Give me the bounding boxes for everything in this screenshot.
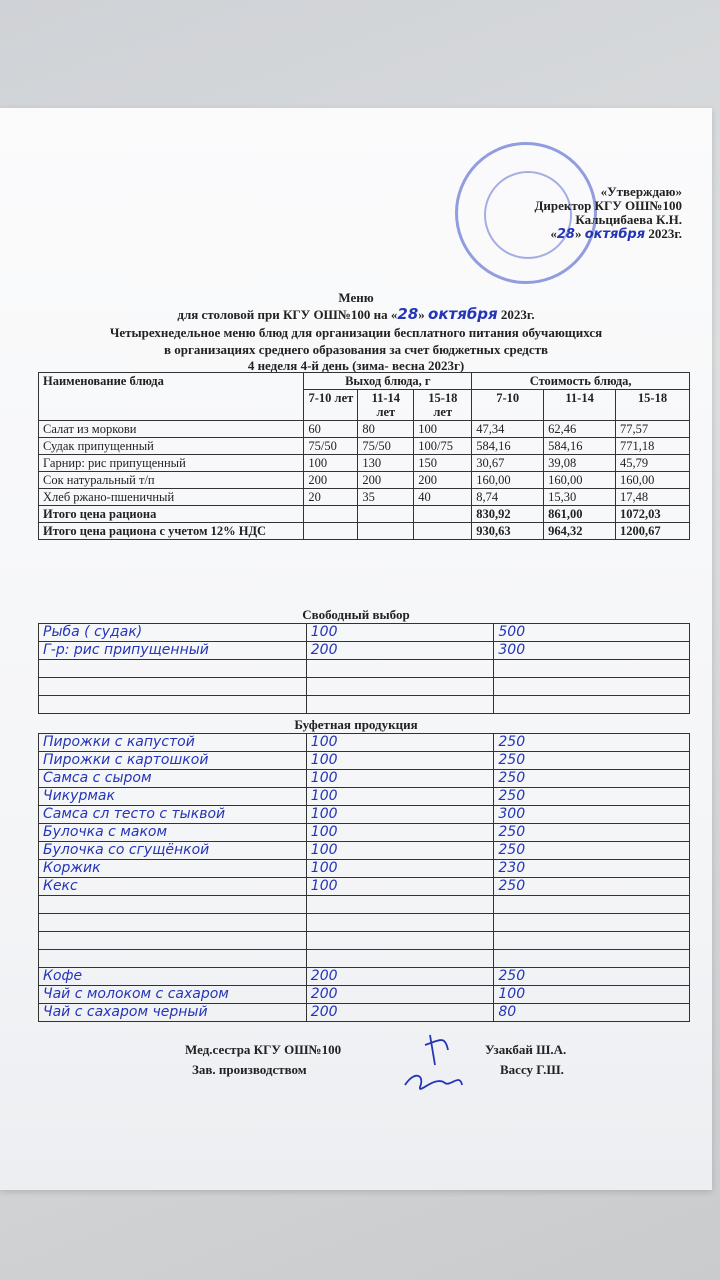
free-choice-weight [306, 660, 494, 678]
buffet-item [39, 932, 307, 950]
buffet-price [494, 896, 690, 914]
approval-line3: Кальцибаева К.Н. [575, 212, 682, 227]
approval-date: «28» октября 2023г. [550, 226, 682, 242]
buffet-price: 250 [494, 734, 690, 752]
dish-cost: 160,00 [544, 472, 616, 489]
buffet-row [39, 878, 690, 896]
nurse-name: Узакбай Ш.А. [485, 1042, 567, 1057]
buffet-row [39, 734, 690, 752]
dish-cost: 45,79 [616, 455, 690, 472]
approval-line1: «Утверждаю» [600, 184, 682, 199]
menu-title: Меню [338, 290, 374, 305]
buffet-price: 250 [494, 968, 690, 986]
dish-name: Хлеб ржано-пшеничный [39, 489, 304, 506]
buffet-item: Самса сл тесто с тыквой [39, 806, 307, 824]
dish-output: 75/50 [304, 438, 358, 455]
dish-cost: 771,18 [616, 438, 690, 455]
nurse-title: Мед.сестра КГУ ОШ№100 [185, 1042, 342, 1057]
buffet-row [39, 842, 690, 860]
buffet-item: Пирожки с капустой [39, 734, 307, 752]
total-cost: 861,00 [544, 506, 616, 523]
free-choice-weight: 100 [306, 624, 494, 642]
buffet-item [39, 914, 307, 932]
dish-name: Сок натуральный т/п [39, 472, 304, 489]
dish-output: 100/75 [414, 438, 472, 455]
dish-cost: 8,74 [472, 489, 544, 506]
total-row [39, 506, 690, 523]
free-choice-weight: 200 [306, 642, 494, 660]
total-cost: 830,92 [472, 506, 544, 523]
buffet-weight [306, 914, 494, 932]
free-choice-item: Г-р: рис припущенный [39, 642, 307, 660]
buffet-price: 250 [494, 878, 690, 896]
buffet-price: 250 [494, 842, 690, 860]
approval-day: 28 [556, 227, 575, 242]
buffet-row [39, 788, 690, 806]
free-choice-price [494, 660, 690, 678]
total-label: Итого цена рациона [39, 506, 304, 523]
buffet-row [39, 986, 690, 1004]
dish-output: 80 [358, 421, 414, 438]
total-vat-cost: 1200,67 [616, 523, 690, 540]
free-choice-weight [306, 696, 494, 714]
menu-subtitle-3: 4 неделя 4-й день (зима- весна 2023г) [247, 358, 465, 373]
age-group: 11-14 [544, 390, 616, 421]
age-group: 15-18 [616, 390, 690, 421]
buffet-row [39, 932, 690, 950]
buffet-row [39, 770, 690, 788]
buffet-item: Самса с сыром [39, 770, 307, 788]
buffet-row [39, 914, 690, 932]
chef-name: Вассу Г.Ш. [500, 1062, 564, 1077]
buffet-row [39, 968, 690, 986]
dish-output: 35 [358, 489, 414, 506]
total-vat-cost: 930,63 [472, 523, 544, 540]
menu-row [39, 421, 690, 438]
buffet-price: 250 [494, 824, 690, 842]
buffet-table [38, 733, 690, 1022]
buffet-weight [306, 950, 494, 968]
buffet-item: Пирожки с картошкой [39, 752, 307, 770]
total-vat-label: Итого цена рациона с учетом 12% НДС [39, 523, 304, 540]
col-output: Выход блюда, г [304, 373, 472, 390]
buffet-price: 80 [494, 1004, 690, 1022]
free-choice-title: Свободный выбор [302, 607, 410, 622]
total-cost: 1072,03 [616, 506, 690, 523]
age-group: 11-14 лет [358, 390, 414, 421]
dish-name: Судак припущенный [39, 438, 304, 455]
buffet-price: 250 [494, 752, 690, 770]
menu-subtitle-2: в организациях среднего образования за счет бюджетных средств [163, 342, 549, 357]
dish-output: 60 [304, 421, 358, 438]
dish-output: 100 [414, 421, 472, 438]
menu-date-line: для столовой при КГУ ОШ№100 на «28» октября 2023г. [177, 305, 535, 323]
col-cost: Стоимость блюда, [472, 373, 690, 390]
buffet-item: Булочка с маком [39, 824, 307, 842]
buffet-weight: 200 [306, 986, 494, 1004]
total-vat-cost: 964,32 [544, 523, 616, 540]
dish-output: 100 [304, 455, 358, 472]
free-choice-price: 500 [494, 624, 690, 642]
buffet-item: Чай с молоком с сахаром [39, 986, 307, 1004]
buffet-weight: 100 [306, 734, 494, 752]
buffet-price [494, 950, 690, 968]
buffet-item: Чай с сахаром черный [39, 1004, 307, 1022]
buffet-row [39, 752, 690, 770]
buffet-row [39, 824, 690, 842]
buffet-weight: 100 [306, 860, 494, 878]
dish-output: 200 [414, 472, 472, 489]
buffet-weight: 200 [306, 1004, 494, 1022]
buffet-price: 250 [494, 770, 690, 788]
free-choice-price: 300 [494, 642, 690, 660]
dish-output: 20 [304, 489, 358, 506]
dish-output: 130 [358, 455, 414, 472]
buffet-row [39, 950, 690, 968]
dish-name: Салат из моркови [39, 421, 304, 438]
buffet-weight: 100 [306, 752, 494, 770]
dish-output: 40 [414, 489, 472, 506]
buffet-item: Кекс [39, 878, 307, 896]
age-group: 15-18 лет [414, 390, 472, 421]
buffet-price: 230 [494, 860, 690, 878]
approval-line2: Директор КГУ ОШ№100 [534, 198, 682, 213]
buffet-weight: 100 [306, 788, 494, 806]
dish-cost: 160,00 [616, 472, 690, 489]
dish-cost: 77,57 [616, 421, 690, 438]
handwritten-signature [390, 1025, 480, 1105]
buffet-price [494, 932, 690, 950]
buffet-item: Кофе [39, 968, 307, 986]
menu-date-month: октября [428, 305, 498, 323]
free-choice-row [39, 660, 690, 678]
buffet-price: 250 [494, 788, 690, 806]
menu-row [39, 472, 690, 489]
buffet-row [39, 896, 690, 914]
free-choice-row [39, 624, 690, 642]
buffet-row [39, 860, 690, 878]
free-choice-price [494, 678, 690, 696]
dish-output: 150 [414, 455, 472, 472]
approval-month: октября [584, 227, 646, 242]
dish-cost: 30,67 [472, 455, 544, 472]
buffet-item: Чикурмак [39, 788, 307, 806]
approval-year: 2023г. [648, 226, 682, 241]
col-dish-name: Наименование блюда [39, 373, 304, 421]
buffet-item [39, 896, 307, 914]
dish-output: 200 [358, 472, 414, 489]
dish-cost: 584,16 [544, 438, 616, 455]
buffet-weight: 100 [306, 842, 494, 860]
buffet-weight: 100 [306, 806, 494, 824]
free-choice-table [38, 623, 690, 714]
buffet-row [39, 806, 690, 824]
buffet-price [494, 914, 690, 932]
menu-date-day: 28 [397, 305, 419, 323]
menu-subtitle-1: Четырехнедельное меню блюд для организации бесплатного питания обучающихся [109, 325, 603, 340]
buffet-title: Буфетная продукция [294, 717, 418, 732]
free-choice-item [39, 660, 307, 678]
buffet-item: Коржик [39, 860, 307, 878]
free-choice-row [39, 642, 690, 660]
free-choice-item [39, 678, 307, 696]
buffet-price: 300 [494, 806, 690, 824]
menu-table [38, 372, 690, 540]
dish-cost: 62,46 [544, 421, 616, 438]
dish-cost: 39,08 [544, 455, 616, 472]
free-choice-weight [306, 678, 494, 696]
dish-cost: 47,34 [472, 421, 544, 438]
dish-cost: 584,16 [472, 438, 544, 455]
total-vat-row [39, 523, 690, 540]
dish-cost: 15,30 [544, 489, 616, 506]
menu-table-header [39, 373, 690, 390]
buffet-price: 100 [494, 986, 690, 1004]
buffet-item: Булочка со сгущёнкой [39, 842, 307, 860]
buffet-weight: 100 [306, 770, 494, 788]
chef-title: Зав. производством [192, 1062, 307, 1077]
buffet-item [39, 950, 307, 968]
dish-output: 200 [304, 472, 358, 489]
free-choice-price [494, 696, 690, 714]
free-choice-item [39, 696, 307, 714]
dish-cost: 17,48 [616, 489, 690, 506]
age-group: 7-10 [472, 390, 544, 421]
dish-cost: 160,00 [472, 472, 544, 489]
menu-row [39, 438, 690, 455]
age-group: 7-10 лет [304, 390, 358, 421]
menu-row [39, 455, 690, 472]
buffet-weight [306, 932, 494, 950]
buffet-weight: 100 [306, 878, 494, 896]
free-choice-item: Рыба ( судак) [39, 624, 307, 642]
dish-output: 75/50 [358, 438, 414, 455]
menu-row [39, 489, 690, 506]
free-choice-row [39, 678, 690, 696]
buffet-weight [306, 896, 494, 914]
approval-block [534, 185, 682, 242]
free-choice-row [39, 696, 690, 714]
buffet-weight: 200 [306, 968, 494, 986]
buffet-weight: 100 [306, 824, 494, 842]
buffet-row [39, 1004, 690, 1022]
dish-name: Гарнир: рис припущенный [39, 455, 304, 472]
